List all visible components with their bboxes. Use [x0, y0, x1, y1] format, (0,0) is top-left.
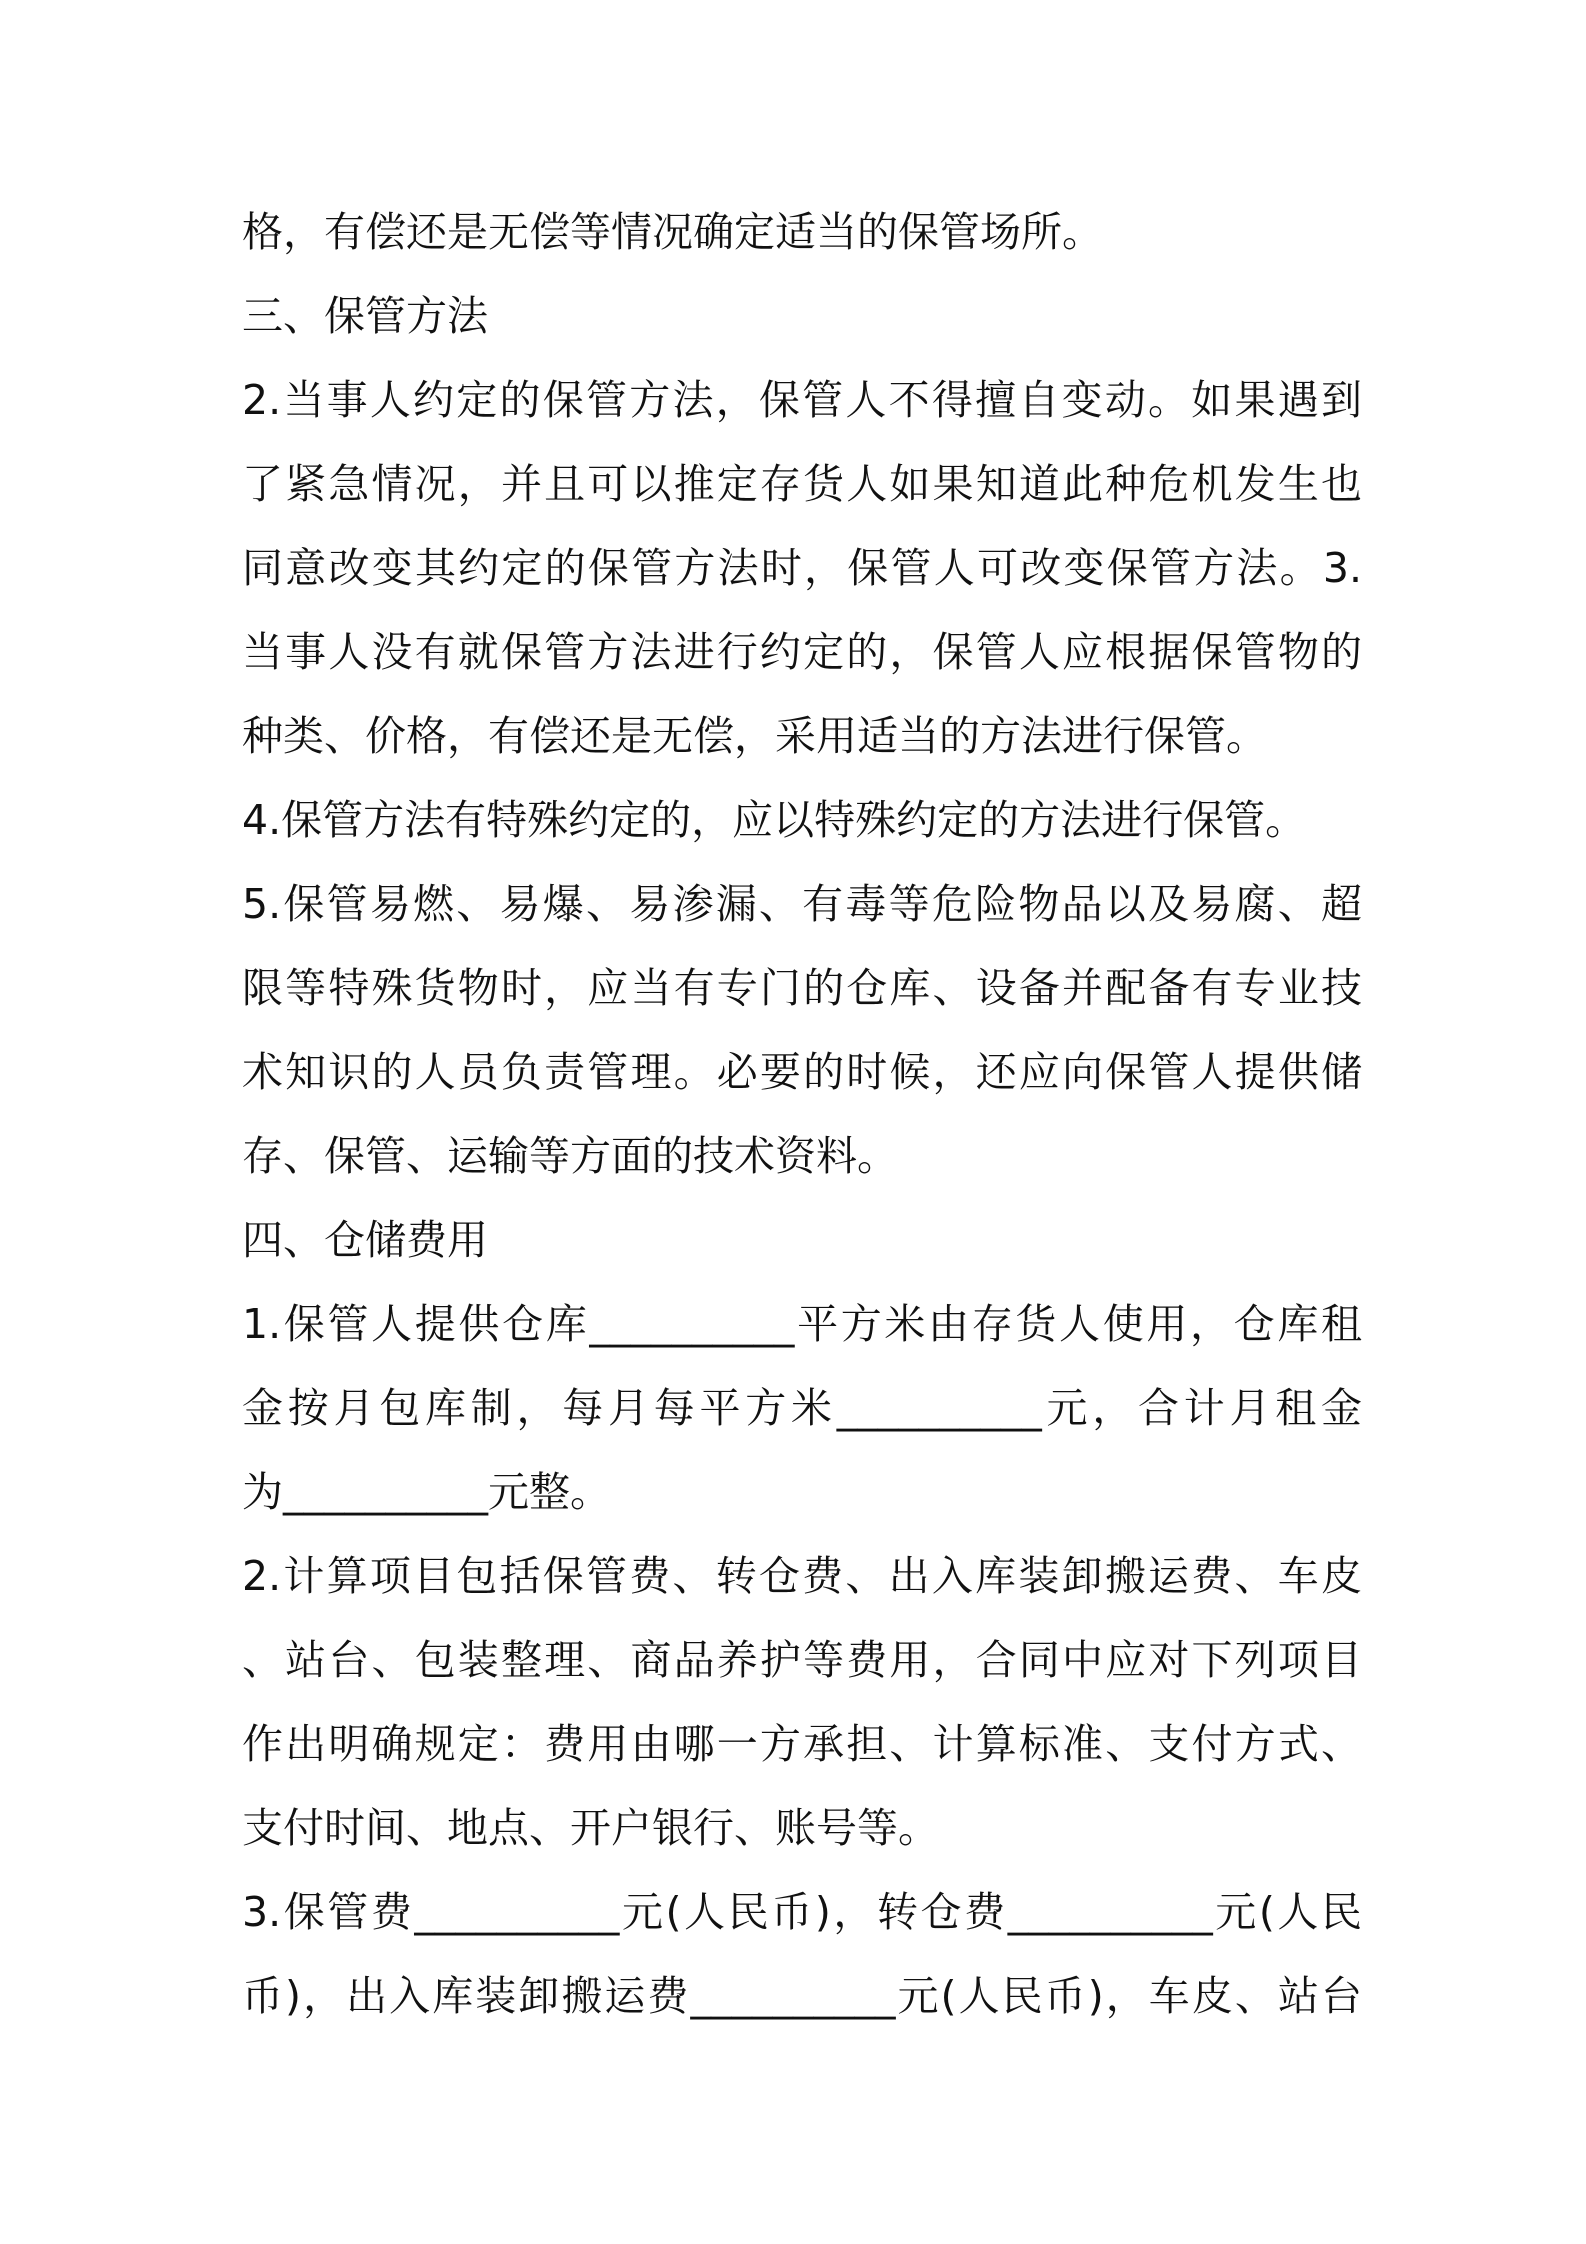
text-line: 当事人没有就保管方法进行约定的，保管人应根据保管物的: [242, 628, 1362, 676]
text-line: 了紧急情况，并且可以推定存货人如果知道此种危机发生也: [242, 460, 1362, 508]
text-line: 为__________元整。: [242, 1468, 611, 1516]
text-line: 同意改变其约定的保管方法时，保管人可改变保管方法。3.: [242, 544, 1362, 592]
text-line: 、站台、包装整理、商品养护等费用，合同中应对下列项目: [242, 1636, 1362, 1684]
text-line: 3.保管费__________元(人民币)，转仓费__________元(人民: [242, 1888, 1362, 1936]
text-line: 2.计算项目包括保管费、转仓费、出入库装卸搬运费、车皮: [242, 1552, 1362, 1600]
text-line: 格，有偿还是无偿等情况确定适当的保管场所。: [242, 208, 1103, 256]
text-line: 1.保管人提供仓库__________平方米由存货人使用，仓库租: [242, 1300, 1362, 1348]
text-line: 支付时间、地点、开户银行、账号等。: [242, 1804, 939, 1852]
text-line: 种类、价格，有偿还是无偿，采用适当的方法进行保管。: [242, 712, 1267, 760]
section-heading: 四、仓储费用: [242, 1216, 488, 1264]
text-line: 金按月包库制，每月每平方米__________元，合计月租金: [242, 1384, 1362, 1432]
text-line: 作出明确规定：费用由哪一方承担、计算标准、支付方式、: [242, 1720, 1362, 1768]
text-line: 4.保管方法有特殊约定的，应以特殊约定的方法进行保管。: [242, 796, 1307, 844]
text-line: 术知识的人员负责管理。必要的时候，还应向保管人提供储: [242, 1048, 1362, 1096]
text-line: 5.保管易燃、易爆、易渗漏、有毒等危险物品以及易腐、超: [242, 880, 1362, 928]
text-line: 2.当事人约定的保管方法，保管人不得擅自变动。如果遇到: [242, 376, 1362, 424]
section-heading: 三、保管方法: [242, 292, 488, 340]
text-line: 币)，出入库装卸搬运费__________元(人民币)，车皮、站台: [242, 1972, 1362, 2020]
text-line: 限等特殊货物时，应当有专门的仓库、设备并配备有专业技: [242, 964, 1362, 1012]
text-line: 存、保管、运输等方面的技术资料。: [242, 1132, 898, 1180]
document-body: [242, 190, 1362, 2038]
